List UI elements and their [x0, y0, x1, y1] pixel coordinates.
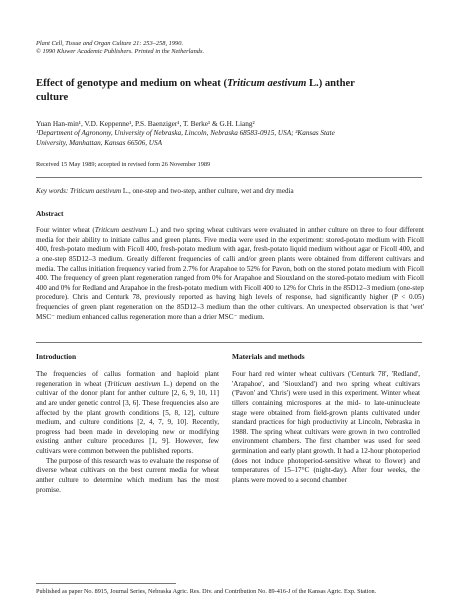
journal-line-1: Plant Cell, Tissue and Organ Culture 21: 253–258, 1990.: [36, 40, 184, 47]
keywords-species: Triticum aestivum: [70, 187, 122, 195]
journal-citation: [36, 40, 416, 57]
methods-paragraph-1: Four hard red winter wheat cultivars ('Centurk 78', 'Redland', 'Arapahoe', and 'Siouxland') and two spring wheat cultivars ('Pavon' and 'Chris') were used in this experiment. Winter wheat tillers containing microspores at the mid- to late-uninucleate stage were obtained from field-grown plants cultivated under standard practices for high productivity at Lincoln, Nebraska in 1988. The spring wheat cultivars were grown in two controlled environment chambers. The first chamber was used for seed germination and early plant growth. It had a 12-hour photoperiod (does not induce photoperiod-sensitive wheat to flower) and temperatures of 15–17°C (night-day). After four weeks, the plants were moved to a second chamber: [232, 370, 420, 484]
abstract-body: [36, 226, 424, 322]
divider-top: [36, 177, 422, 178]
keywords-list: L., one-step and two-step, anther culture, wet and dry media: [121, 187, 294, 195]
abstract-species: Triticum aestivum: [94, 226, 148, 234]
methods-heading: Materials and methods: [232, 352, 305, 361]
affiliation-line-1: ¹Department of Agronomy, University of Nebraska, Lincoln, Nebraska 68583-0915, USA; ²Kansas State: [36, 129, 335, 137]
footnote-rule: [36, 583, 176, 584]
introduction-heading: Introduction: [36, 352, 77, 361]
title-part-2: L.) anther: [306, 78, 355, 89]
title-line-2: culture: [36, 91, 69, 103]
author-list: Yuan Han-min¹, V.D. Keppenne¹, P.S. Baenziger¹, T. Berke¹ & G.H. Liang²: [36, 119, 255, 128]
intro-species: Triticum aestivum: [107, 379, 161, 388]
journal-line-2: © 1990 Kluwer Academic Publishers. Printed in the Netherlands.: [36, 48, 205, 56]
keywords-label: Key words:: [36, 187, 69, 195]
divider-middle: [36, 342, 422, 343]
title-species: Triticum aestivum: [226, 78, 307, 89]
intro-paragraph-2: The purpose of this research was to evaluate the response of diverse wheat cultivars on the best current media for wheat anther culture to determine which medium has the most promise.: [36, 456, 219, 494]
footnote: Published as paper No. 8915, Journal Series, Nebraska Agric. Res. Div. and Contribution No. 89-416-J of the Kansas Agric. Exp. Station.: [36, 588, 377, 595]
paper-title: [36, 77, 416, 104]
intro-p1-start: The frequencies of callus formation and haploid plant regeneration in wheat (: [36, 370, 219, 388]
received-dates: Received 15 May 1989; accepted in revised form 26 November 1989: [36, 161, 211, 168]
affiliation-line-2: University, Manhattan, Kansas 66506, USA: [36, 138, 162, 147]
abstract-intro: Four winter wheat (: [36, 226, 95, 234]
intro-p1-rest: L.) depend on the cultivar of the donor plant for anther culture [2, 6, 9, 10, 11] and are under genetic control [3, 6]. These frequencies also are affected by the plant growth conditions [5, 8, 12], culture medium, and culture conditions [2, 4, 7, 9, 10]. Recently, progress had been made in developing new or modifying existing anther culture procedures [1, 9]. However, few cultivars were common between the published reports.: [36, 379, 219, 455]
methods-body: [232, 370, 420, 486]
title-part-1: Effect of genotype and medium on wheat (: [36, 78, 227, 89]
abstract-text: L.) and two spring wheat cultivars were evaluated in anther culture on three to four different media for their ability to initiate callus and green plants. Five media were used in the experiment: stored-potato medium with Ficoll 400, fresh-potato medium with Ficoll 400, fresh-potato medium with agar, fresh-potato liquid medium without agar or Ficoll 400, and a one-step 85D12–3 medium. Greatly different frequencies of calli and/or green plants were obtained from different cultivars and media. The callus initiation frequency varied from 2.7% for Arapahoe to 52% for Pavon, both on the stored potato medium with Ficoll 400. The frequency of green plant regeneration ranged from 0% for Arapahoe and Siouxland on the stored-potato medium with Ficoll 400 and 0% for Redland and Arapahoe in the fresh-potato medium with Ficoll 400 to 12% for Chris in the 85D12–3 medium (one-step procedure). Chris and Centurk 78, previously reported as having high levels of response, had significantly higher (P < 0.05) frequencies of green plant regeneration on the 85D12–3 medium than the other cultivars. An unexpected observation is that 'wet' MSC⁻ medium enhanced callus regeneration more than a drier MSC⁻ medium.: [36, 226, 424, 321]
affiliations: [36, 129, 426, 148]
abstract-heading: Abstract: [36, 209, 64, 218]
keywords: [36, 187, 422, 196]
introduction-body: [36, 370, 219, 495]
